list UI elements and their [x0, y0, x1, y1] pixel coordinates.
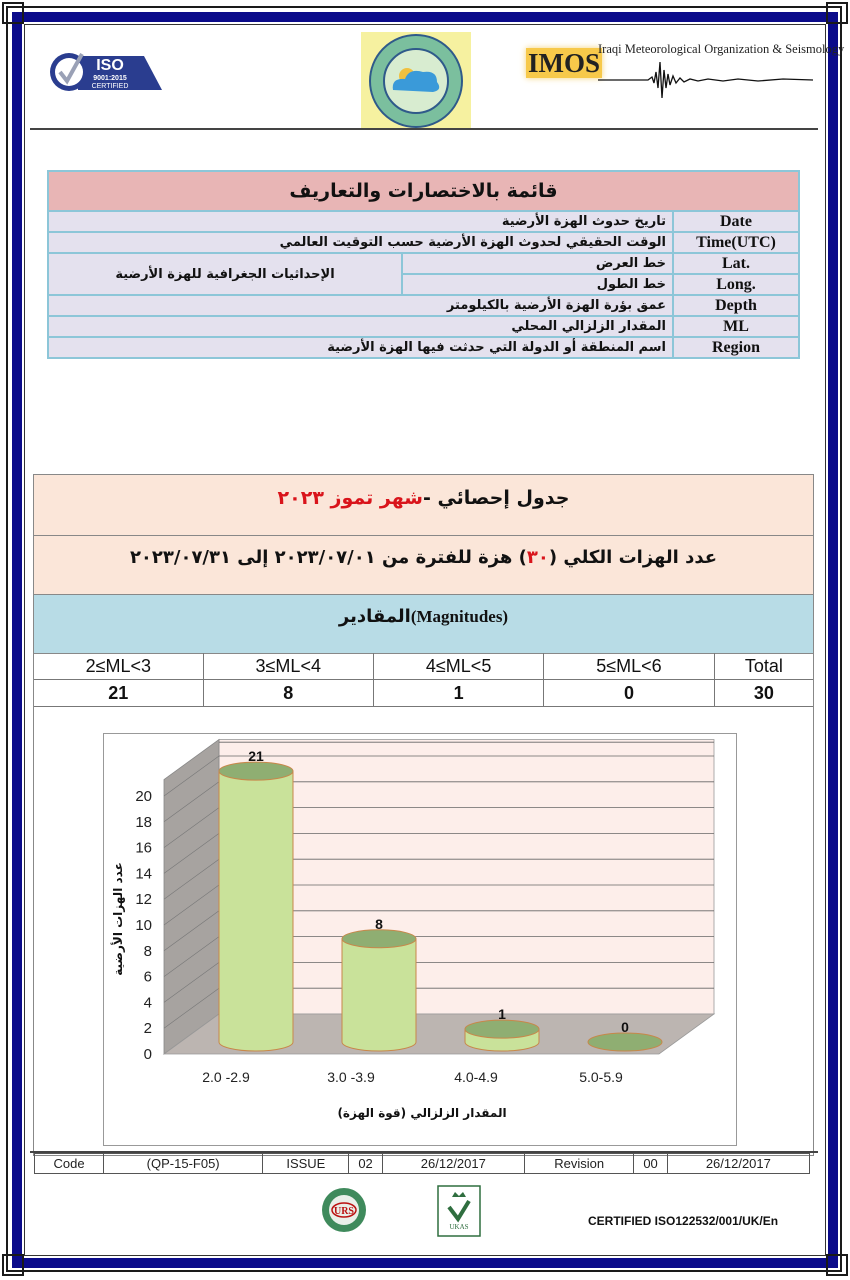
definition-meaning: اسم المنطقة أو الدولة التي حدثت فيها الهزة الأرضية [48, 337, 673, 358]
footer-cell: 00 [634, 1154, 667, 1174]
definition-term: Depth [673, 295, 799, 316]
frame-corner-ornament [826, 1254, 848, 1276]
ukas-certification-logo [437, 1185, 481, 1237]
definition-term: Long. [673, 274, 799, 295]
chart-bar [342, 930, 416, 1051]
organization-name: Iraqi Meteorological Organization & Seismology [598, 42, 845, 56]
definition-term: Time(UTC) [673, 232, 799, 253]
x-tick-label: 2.0 -2.9 [202, 1069, 250, 1085]
bar-body [342, 939, 416, 1051]
frame-corner-ornament [2, 2, 24, 24]
magnitudes-english: (Magnitudes) [410, 607, 509, 626]
magnitude-values-row [34, 680, 813, 707]
abbreviations-title: قائمة بالاختصارات والتعاريف [48, 171, 799, 211]
imos-brand-logo: IMOS [528, 48, 601, 78]
data-label: 21 [248, 748, 264, 765]
chart-bar [588, 1033, 662, 1051]
statistics-title [34, 475, 813, 536]
column-header: 5≤ML<6 [544, 653, 714, 680]
frame-corner-ornament [826, 2, 848, 24]
bar-top [219, 762, 293, 780]
y-tick-label: 2 [143, 1020, 152, 1038]
abbreviations-table [47, 170, 800, 359]
y-tick-label: 20 [135, 788, 152, 805]
chart-bar [219, 762, 293, 1051]
iso-certified-logo [48, 50, 162, 92]
y-tick-label: 16 [135, 839, 152, 857]
footer-cell: 02 [349, 1154, 382, 1174]
y-tick-label: 8 [143, 942, 152, 960]
cell-value: 21 [34, 680, 203, 707]
footer-cell: Code [35, 1154, 104, 1174]
header-divider [30, 128, 818, 130]
footer-cell: 26/12/2017 [382, 1154, 524, 1174]
magnitude-table [34, 653, 813, 707]
chart-bar [465, 1020, 539, 1051]
document-control-row [35, 1154, 810, 1174]
definition-meaning: خط العرض [402, 253, 673, 274]
data-label: 0 [621, 1019, 629, 1035]
x-tick-label: 5.0-5.9 [579, 1069, 623, 1085]
total-count: ٣٠ [526, 547, 549, 568]
footer-cell: 26/12/2017 [667, 1154, 809, 1174]
magnitudes-header [34, 595, 813, 654]
footer-cell: ISSUE [263, 1154, 349, 1174]
column-header: 2≤ML<3 [34, 653, 203, 680]
table-row [48, 316, 799, 337]
magnitude-header-row [34, 653, 813, 680]
magnitude-chart [103, 733, 737, 1146]
y-tick-label: 0 [143, 1046, 152, 1063]
svg-text:9001:2015: 9001:2015 [93, 75, 127, 82]
definition-meaning: المقدار الزلزالي المحلي [48, 316, 673, 337]
definition-term: Region [673, 337, 799, 358]
imos-emblem-logo [361, 32, 471, 130]
y-tick-label: 14 [135, 865, 152, 883]
period-text-end: ) هزة للفترة من ٢٠٢٣/٠٧/٠١ إلى ٢٠٢٣/٠٧/٣١ [129, 547, 527, 568]
y-tick-label: 18 [135, 813, 152, 831]
column-header: 3≤ML<4 [203, 653, 373, 680]
svg-text:UKAS: UKAS [449, 1223, 469, 1231]
chart-canvas [104, 734, 738, 1147]
svg-text:ISO: ISO [96, 57, 124, 74]
definition-meaning: الوقت الحقيقي لحدوث الهزة الأرضية حسب التوقيت العالمي [48, 232, 673, 253]
period-text-start: عدد الهزات الكلي ( [548, 547, 718, 568]
footer-cell: Revision [524, 1154, 633, 1174]
bar-top [588, 1033, 662, 1051]
statistics-title-text: جدول إحصائي - [422, 487, 570, 509]
y-tick-label: 10 [135, 917, 152, 934]
cell-value: 30 [714, 680, 813, 707]
y-tick-label: 4 [143, 994, 152, 1012]
y-tick-label: 6 [143, 968, 152, 986]
definition-meaning: خط الطول [402, 274, 673, 295]
data-label: 8 [375, 915, 383, 932]
statistics-period [34, 536, 813, 595]
definition-term: Lat. [673, 253, 799, 274]
seismogram-icon [598, 58, 813, 100]
bar-top [342, 930, 416, 948]
y-tick-label: 12 [135, 891, 152, 909]
footer-cell: (QP-15-F05) [104, 1154, 263, 1174]
bar-top [465, 1020, 539, 1038]
definition-meaning: عمق بؤرة الهزة الأرضية بالكيلومتر [48, 295, 673, 316]
definition-term: ML [673, 316, 799, 337]
svg-text:CERTIFIED: CERTIFIED [91, 83, 129, 90]
chart-side-wall [164, 740, 219, 1054]
table-row [48, 232, 799, 253]
table-row [48, 337, 799, 358]
coordinates-group-label: الإحداثيات الجغرافية للهزة الأرضية [48, 253, 402, 295]
data-label: 1 [498, 1006, 506, 1023]
definition-meaning: تاريخ حدوث الهزة الأرضية [48, 211, 673, 232]
x-axis-label: المقدار الزلزالي (قوة الهزة) [337, 1106, 507, 1120]
y-axis-label: عدد الهزات الأرضية [111, 862, 125, 976]
cell-value: 0 [544, 680, 714, 707]
statistics-month: شهر تموز ٢٠٢٣ [277, 487, 423, 509]
column-header: Total [714, 653, 813, 680]
frame-corner-ornament [2, 1254, 24, 1276]
table-row [48, 295, 799, 316]
column-header: 4≤ML<5 [373, 653, 543, 680]
definition-term: Date [673, 211, 799, 232]
urs-certification-logo [316, 1186, 372, 1234]
bar-body [219, 771, 293, 1051]
cell-value: 8 [203, 680, 373, 707]
document-control-table [34, 1153, 810, 1174]
certification-text: CERTIFIED ISO122532/001/UK/En [588, 1214, 779, 1228]
magnitudes-arabic: المقادير [338, 606, 411, 627]
x-tick-label: 3.0 -3.9 [327, 1069, 375, 1085]
cell-value: 1 [373, 680, 543, 707]
svg-text:URS: URS [333, 1206, 355, 1217]
x-tick-label: 4.0-4.9 [454, 1069, 498, 1085]
table-row [48, 211, 799, 232]
table-row [48, 253, 799, 274]
